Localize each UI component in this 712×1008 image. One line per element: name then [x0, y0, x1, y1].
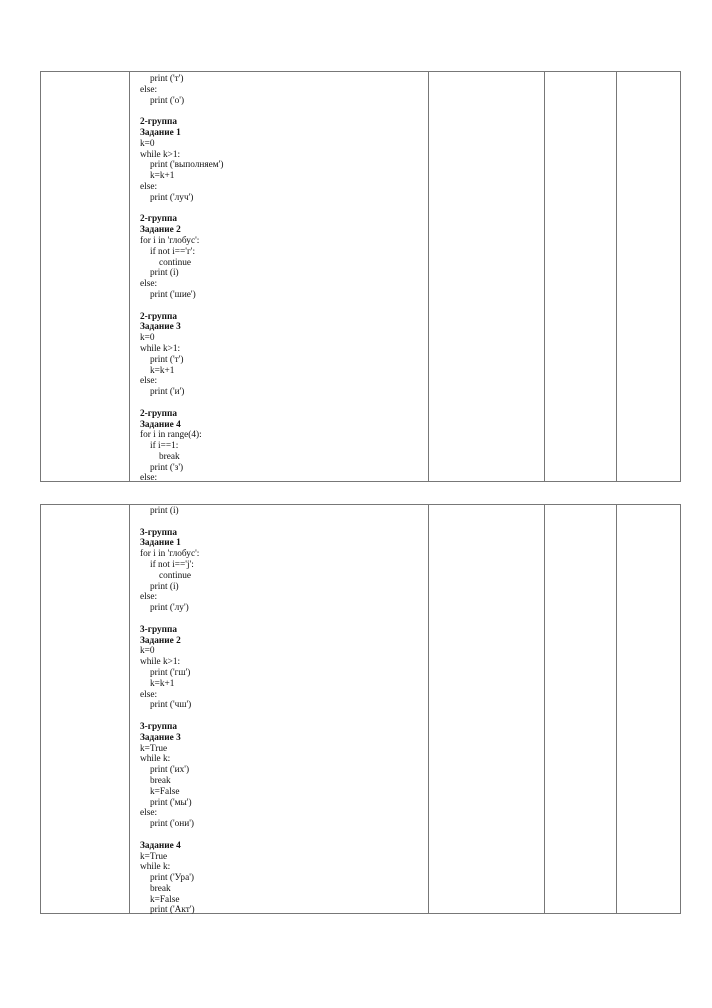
code-line: break [150, 775, 171, 786]
code-line: k=k+1 [150, 171, 175, 182]
code-line: print ('т') [150, 354, 184, 365]
column-divider-2 [428, 72, 429, 481]
code-line: else: [140, 376, 158, 387]
section-heading: Задание 2 [140, 635, 181, 646]
code-line: print ('чш') [150, 700, 192, 711]
code-line: else: [140, 473, 158, 484]
code-line: break [150, 883, 171, 894]
code-line: else: [140, 181, 158, 192]
code-line: print ('они') [150, 819, 195, 830]
code-line: k=True [140, 743, 168, 754]
code-line: for i in range(4): [140, 430, 202, 441]
blank-line [140, 517, 199, 528]
section-heading: Задание 1 [140, 127, 181, 138]
code-line: print ('их') [150, 765, 190, 776]
code-line: if not i=='г': [150, 246, 196, 257]
code-line: while k: [140, 862, 171, 873]
section-heading: 2-группа [140, 311, 178, 322]
section-heading: 2-группа [140, 408, 178, 419]
code-line: else: [140, 808, 158, 819]
code-line: print ('луч') [150, 192, 194, 203]
code-line: k=k+1 [150, 365, 175, 376]
code-line: while k: [140, 754, 171, 765]
blank-line [140, 711, 199, 722]
code-line: while k>1: [140, 657, 181, 668]
code-line: print ('Ура') [150, 873, 194, 884]
code-line: for i in 'глобус': [140, 235, 200, 246]
code-line: print ('и') [150, 387, 185, 398]
section-heading: 3-группа [140, 721, 178, 732]
section-heading: Задание 3 [140, 732, 181, 743]
code-line: print ('шие') [150, 289, 196, 300]
code-line: print (i) [150, 581, 179, 592]
column-divider-1 [129, 72, 130, 481]
blank-line [140, 106, 223, 117]
column-divider-4 [616, 505, 617, 913]
code-line: while k>1: [140, 343, 181, 354]
code-line: print ('мы') [150, 797, 192, 808]
section-heading: Задание 4 [140, 419, 181, 430]
blank-line [140, 398, 223, 409]
column-divider-3 [544, 505, 545, 913]
code-line: k=False [150, 786, 180, 797]
code-line: else: [140, 592, 158, 603]
code-line: print ('выполняем') [150, 160, 224, 171]
column-divider-1 [129, 505, 130, 913]
code-line: print ('Акт') [150, 905, 195, 916]
code-line: k=0 [140, 333, 155, 344]
code-line: else: [140, 84, 158, 95]
code-line: else: [140, 689, 158, 700]
section-heading: 3-группа [140, 624, 178, 635]
code-line: print ('лу') [150, 603, 189, 614]
code-line: if not i=='j': [150, 559, 194, 570]
table-block-1 [40, 71, 681, 482]
section-heading: 2-группа [140, 117, 178, 128]
section-heading: 3-группа [140, 527, 178, 538]
code-line: print ('з') [150, 462, 184, 473]
code-line: print (i) [150, 506, 179, 516]
section-heading: Задание 2 [140, 225, 181, 236]
code-line: print ('т') [150, 74, 184, 84]
code-line: k=True [140, 851, 168, 862]
section-heading: Задание 1 [140, 538, 181, 549]
column-divider-3 [544, 72, 545, 481]
code-line: else: [140, 279, 158, 290]
code-line: for i in 'глобус': [140, 549, 200, 560]
blank-line [140, 204, 223, 215]
code-line: continue [159, 570, 192, 581]
code-line: if i==1: [150, 441, 179, 452]
section-heading: Задание 3 [140, 322, 181, 333]
section-heading: 2-группа [140, 214, 178, 225]
code-line: break [159, 451, 180, 462]
code-line: continue [159, 257, 192, 268]
code-line: k=k+1 [150, 678, 175, 689]
code-line: k=0 [140, 646, 155, 657]
code-line: print ('гш') [150, 667, 191, 678]
section-heading: Задание 4 [140, 840, 181, 851]
code-line: k=False [150, 894, 180, 905]
code-line: print ('о') [150, 95, 185, 106]
column-divider-4 [616, 72, 617, 481]
column-divider-2 [428, 505, 429, 913]
code-listing [140, 506, 199, 916]
code-listing [140, 74, 223, 484]
blank-line [140, 830, 199, 841]
blank-line [140, 614, 199, 625]
table-block-2 [40, 504, 681, 914]
code-line: k=0 [140, 138, 155, 149]
code-line: while k>1: [140, 149, 181, 160]
blank-line [140, 301, 223, 312]
code-line: print (i) [150, 268, 179, 279]
